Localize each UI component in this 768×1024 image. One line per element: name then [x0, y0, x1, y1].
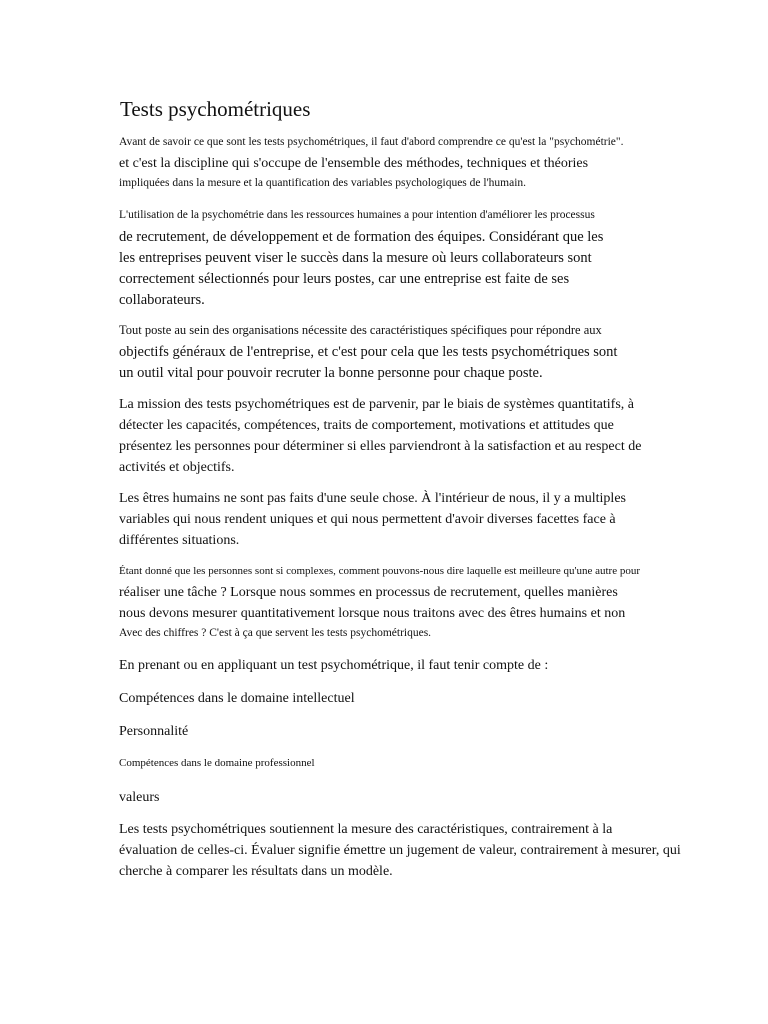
item-competences-professionnel: Compétences dans le domaine professionnel: [119, 757, 315, 769]
paragraph-3-line-3: un outil vital pour pouvoir recruter la bonne personne pour chaque poste.: [119, 365, 543, 381]
paragraph-6-line-4: Avec des chiffres ? C'est à ça que servent les tests psychométriques.: [119, 627, 432, 639]
paragraph-3-line-2: objectifs généraux de l'entreprise, et c'est pour cela que les tests psychométriques sont: [119, 344, 618, 360]
paragraph-6-line-2: réaliser une tâche ? Lorsque nous sommes en processus de recrutement, quelles manières: [119, 585, 618, 600]
paragraph-3-line-1: Tout poste au sein des organisations nécessite des caractéristiques spécifiques pour répondre aux: [119, 323, 602, 337]
paragraph-5-line-3: différentes situations.: [119, 533, 240, 548]
paragraph-12-line-3: cherche à comparer les résultats dans un modèle.: [119, 864, 393, 879]
paragraph-1-line-2: et c'est la discipline qui s'occupe de l'ensemble des méthodes, techniques et théories: [119, 156, 589, 171]
paragraph-1-line-3: impliquées dans la mesure et la quantification des variables psychologiques de l'humain.: [119, 177, 527, 189]
item-valeurs: valeurs: [119, 790, 160, 805]
item-competences-intellectuel: Compétences dans le domaine intellectuel: [119, 691, 355, 706]
paragraph-4-line-1: La mission des tests psychométriques est de parvenir, par le biais de systèmes quantitatifs, à: [119, 397, 634, 412]
paragraph-2-line-5: collaborateurs.: [119, 292, 205, 308]
paragraph-12-line-2: évaluation de celles-ci. Évaluer signifie émettre un jugement de valeur, contrairement à mesurer, qui: [119, 843, 681, 858]
paragraph-2-line-4: correctement sélectionnés pour leurs postes, car une entreprise est faite de ses: [119, 271, 570, 287]
paragraph-5-line-1: Les êtres humains ne sont pas faits d'une seule chose. À l'intérieur de nous, il y a multiples: [119, 491, 626, 506]
item-personnalite: Personnalité: [119, 724, 189, 739]
paragraph-12-line-1: Les tests psychométriques soutiennent la mesure des caractéristiques, contrairement à la: [119, 822, 613, 837]
paragraph-6-line-1: Étant donné que les personnes sont si complexes, comment pouvons-nous dire laquelle est meilleure qu'une autre pour: [119, 565, 640, 577]
paragraph-4-line-3: présentez les personnes pour déterminer si elles parviendront à la satisfaction et au respect de: [119, 439, 642, 454]
paragraph-7-line-1: En prenant ou en appliquant un test psychométrique, il faut tenir compte de :: [119, 658, 549, 673]
paragraph-6-line-3: nous devons mesurer quantitativement lorsque nous traitons avec des êtres humains et non: [119, 606, 626, 621]
paragraph-2-line-3: les entreprises peuvent viser le succès dans la mesure où leurs collaborateurs sont: [119, 250, 592, 266]
paragraph-2-line-1: L'utilisation de la psychométrie dans les ressources humaines a pour intention d'améliorer les processus: [119, 209, 595, 221]
document-title: Tests psychométriques: [120, 97, 311, 121]
paragraph-4-line-4: activités et objectifs.: [119, 460, 235, 475]
paragraph-1-line-1: Avant de savoir ce que sont les tests psychométriques, il faut d'abord comprendre ce qu'est la "psychométrie".: [119, 136, 624, 148]
paragraph-4-line-2: détecter les capacités, compétences, traits de comportement, motivations et attitudes que: [119, 418, 614, 433]
paragraph-2-line-2: de recrutement, de développement et de formation des équipes. Considérant que les: [119, 229, 604, 245]
paragraph-5-line-2: variables qui nous rendent uniques et qui nous permettent d'avoir diverses facettes face à: [119, 512, 616, 527]
